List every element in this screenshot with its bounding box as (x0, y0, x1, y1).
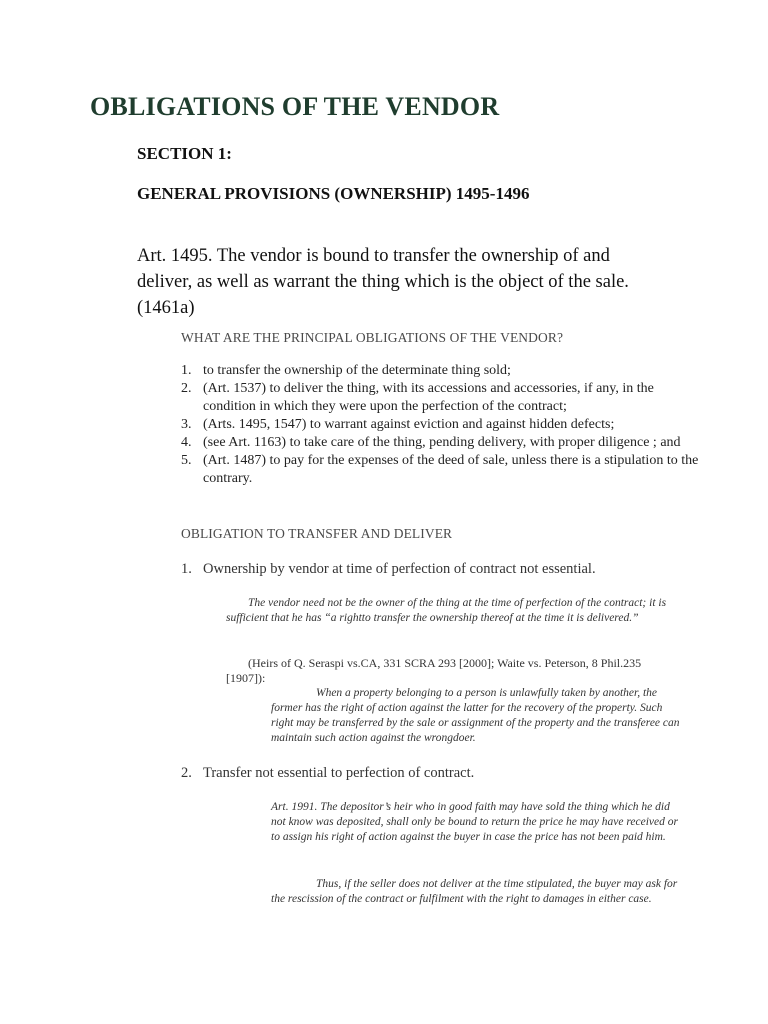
list-item-number: 1. (181, 363, 192, 378)
article-1495: Art. 1495. The vendor is bound to transfer the ownership of and deliver, as well as warrant the thing which is the object of the sale. (1461a) (137, 246, 629, 318)
point-text: Ownership by vendor at time of perfection of contract not essential. (203, 561, 596, 577)
list-item (181, 416, 701, 434)
list-item (181, 452, 701, 488)
list-item-number: 4. (181, 435, 192, 450)
quote-seller-does-not-deliver: Thus, if the seller does not deliver at the time stipulated, the buyer may ask for the rescission of the contract or fulfilment with the right to damages in either case. (271, 878, 678, 905)
list-item (181, 362, 701, 380)
obligation-transfer-heading: OBLIGATION TO TRANSFER AND DELIVER (181, 526, 453, 541)
list-item (181, 380, 701, 416)
point-number: 1. (181, 561, 192, 577)
section-heading: GENERAL PROVISIONS (OWNERSHIP) 1495-1496 (137, 184, 530, 203)
obligations-list (181, 362, 701, 488)
quote-unlawfully-taken-property: When a property belonging to a person is unlawfully taken by another, the former has the right of action against the latter for the recovery of the property. Such right may be transferred by the sale or assignment of the property and the transferee can maintain such action against the wrongdoer. (271, 687, 680, 744)
list-item-number: 2. (181, 381, 192, 396)
document-title: OBLIGATIONS OF THE VENDOR (90, 92, 500, 121)
point-transfer-not-essential (181, 765, 474, 782)
point-text: Transfer not essential to perfection of contract. (203, 765, 475, 781)
list-item-text: (Art. 1537) to deliver the thing, with its accessions and accessories, if any, in the condition in which they were upon the perfection of the contract; (203, 381, 654, 414)
list-item-number: 3. (181, 417, 192, 432)
point-number: 2. (181, 765, 192, 781)
point-ownership-not-essential (181, 561, 596, 578)
quote-art-1991: Art. 1991. The depositor’s heir who in good faith may have sold the thing which he did not know was deposited, shall only be bound to return the price he may have received or to assign his right of action against the buyer in case the price has not been paid him. (271, 801, 678, 843)
list-item-text: to transfer the ownership of the determinate thing sold; (203, 363, 511, 378)
list-item (181, 434, 701, 452)
list-item-text: (see Art. 1163) to take care of the thing, pending delivery, with proper diligence ; and (203, 435, 681, 450)
list-item-text: (Arts. 1495, 1547) to warrant against eviction and against hidden defects; (203, 417, 615, 432)
section-label: SECTION 1: (137, 144, 232, 163)
obligations-question-heading: WHAT ARE THE PRINCIPAL OBLIGATIONS OF THE VENDOR? (181, 330, 564, 345)
case-citation: (Heirs of Q. Seraspi vs.CA, 331 SCRA 293 [2000]; Waite vs. Peterson, 8 Phil.235 [1907]): (226, 656, 642, 685)
list-item-number: 5. (181, 453, 192, 468)
list-item-text: (Art. 1487) to pay for the expenses of the deed of sale, unless there is a stipulation to the contrary. (203, 453, 699, 486)
quote-vendor-need-not-be-owner: The vendor need not be the owner of the thing at the time of perfection of the contract; it is sufficient that he has “a rightto transfer the ownership thereof at the time it is delivered.” (226, 597, 667, 624)
